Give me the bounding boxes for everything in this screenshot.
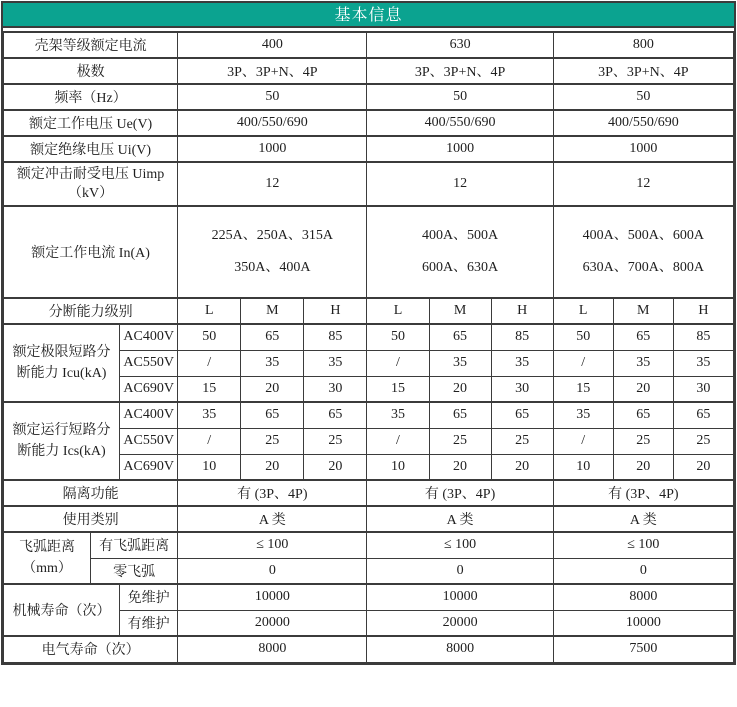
uimp-value: 12 — [553, 162, 733, 206]
frame-current-value: 400 — [178, 32, 367, 58]
mech-maint-value: 20000 — [178, 610, 367, 636]
elec-life-label: 电气寿命（次） — [4, 636, 178, 662]
icu-ac400v-value: 65 — [613, 324, 673, 350]
ics-label — [4, 402, 120, 480]
elec-life-value: 8000 — [367, 636, 553, 662]
arc-with-value: ≤ 100 — [553, 532, 733, 558]
ics-ac690v-value: 20 — [241, 454, 304, 480]
ics-ac550v-value: 25 — [304, 428, 367, 454]
frequency-value: 50 — [367, 84, 553, 110]
icu-ac550v-value: 35 — [429, 350, 491, 376]
ics-ac400v-value: 65 — [429, 402, 491, 428]
icu-ac690v-value: 30 — [673, 376, 733, 402]
icu-ac400v-value: 85 — [304, 324, 367, 350]
ics-ac400v-value: 35 — [553, 402, 613, 428]
table-row — [4, 136, 734, 162]
table-row — [4, 58, 734, 84]
icu-ac400v-sublabel: AC400V — [120, 324, 178, 350]
ics-ac550v-sublabel: AC550V — [120, 428, 178, 454]
ics-label-line2: 断能力 Ics(kA) — [17, 444, 106, 459]
ics-ac690v-value: 10 — [367, 454, 429, 480]
icu-ac690v-value: 15 — [178, 376, 241, 402]
mech-free-sublabel: 免维护 — [120, 584, 178, 610]
grade-label: 分断能力级别 — [4, 298, 178, 324]
ics-ac550v-value: 25 — [491, 428, 553, 454]
elec-life-value: 8000 — [178, 636, 367, 662]
ics-ac400v-value: 65 — [241, 402, 304, 428]
table-row — [4, 324, 734, 350]
icu-ac550v-value: / — [553, 350, 613, 376]
table-row — [4, 84, 734, 110]
icu-ac550v-value: / — [178, 350, 241, 376]
isolation-label: 隔离功能 — [4, 480, 178, 506]
usage-category-value: A 类 — [553, 506, 733, 532]
arc-zero-value: 0 — [178, 558, 367, 584]
mech-free-value: 10000 — [178, 584, 367, 610]
uimp-label-line2: （kV） — [68, 186, 114, 201]
icu-ac550v-value: 35 — [304, 350, 367, 376]
ue-value: 400/550/690 — [178, 110, 367, 136]
icu-ac550v-value: 35 — [613, 350, 673, 376]
grade-value: H — [673, 298, 733, 324]
ics-ac690v-value: 20 — [429, 454, 491, 480]
in-current-value-line2: 630A、700A、800A — [582, 260, 704, 275]
ics-ac550v-value: 25 — [429, 428, 491, 454]
poles-value: 3P、3P+N、4P — [367, 58, 553, 84]
ics-ac400v-value: 65 — [304, 402, 367, 428]
table-row — [4, 584, 734, 610]
table-row — [4, 206, 734, 298]
arc-distance-label — [4, 532, 91, 584]
table-row — [4, 402, 734, 428]
uimp-value: 12 — [367, 162, 553, 206]
frequency-label: 频率（Hz） — [4, 84, 178, 110]
ui-value: 1000 — [553, 136, 733, 162]
isolation-value: 有 (3P、4P) — [178, 480, 367, 506]
ics-ac400v-value: 65 — [673, 402, 733, 428]
icu-ac400v-value: 50 — [367, 324, 429, 350]
ics-ac550v-value: 25 — [613, 428, 673, 454]
in-current-label: 额定工作电流 In(A) — [4, 206, 178, 298]
ui-label: 额定绝缘电压 Ui(V) — [4, 136, 178, 162]
in-current-value — [553, 206, 733, 298]
icu-ac400v-value: 50 — [553, 324, 613, 350]
uimp-label-line1: 额定冲击耐受电压 Uimp — [16, 167, 165, 182]
spec-table — [3, 31, 734, 663]
ue-label: 额定工作电压 Ue(V) — [4, 110, 178, 136]
ics-ac690v-sublabel: AC690V — [120, 454, 178, 480]
arc-distance-label-line1: 飞弧距离 — [19, 540, 76, 555]
icu-label-line2: 断能力 Icu(kA) — [16, 366, 107, 381]
mech-life-label: 机械寿命（次） — [4, 584, 120, 636]
ics-ac690v-value: 10 — [553, 454, 613, 480]
in-current-value — [367, 206, 553, 298]
table-row — [4, 298, 734, 324]
ui-value: 1000 — [367, 136, 553, 162]
grade-value: M — [241, 298, 304, 324]
ics-ac690v-value: 20 — [304, 454, 367, 480]
poles-value: 3P、3P+N、4P — [178, 58, 367, 84]
ics-ac400v-value: 65 — [491, 402, 553, 428]
isolation-value: 有 (3P、4P) — [367, 480, 553, 506]
poles-value: 3P、3P+N、4P — [553, 58, 733, 84]
arc-with-sublabel: 有飞弧距离 — [91, 532, 178, 558]
ics-ac690v-value: 20 — [613, 454, 673, 480]
icu-ac690v-value: 20 — [613, 376, 673, 402]
uimp-value: 12 — [178, 162, 367, 206]
icu-ac690v-value: 30 — [304, 376, 367, 402]
grade-value: H — [304, 298, 367, 324]
ics-ac400v-value: 35 — [367, 402, 429, 428]
icu-ac690v-value: 15 — [553, 376, 613, 402]
mech-free-value: 10000 — [367, 584, 553, 610]
ue-value: 400/550/690 — [367, 110, 553, 136]
usage-category-value: A 类 — [367, 506, 553, 532]
frame-current-value: 800 — [553, 32, 733, 58]
mech-maint-sublabel: 有维护 — [120, 610, 178, 636]
icu-ac550v-sublabel: AC550V — [120, 350, 178, 376]
icu-label-line1: 额定极限短路分 — [12, 345, 111, 360]
frame-current-label: 壳架等级额定电流 — [4, 32, 178, 58]
frame-current-value: 630 — [367, 32, 553, 58]
icu-ac550v-value: 35 — [491, 350, 553, 376]
arc-distance-label-line2: （mm） — [22, 561, 72, 576]
ics-ac550v-value: 25 — [241, 428, 304, 454]
in-current-value-line1: 225A、250A、315A — [211, 228, 333, 243]
usage-category-value: A 类 — [178, 506, 367, 532]
ics-ac550v-value: 25 — [673, 428, 733, 454]
elec-life-value: 7500 — [553, 636, 733, 662]
icu-ac400v-value: 65 — [429, 324, 491, 350]
grade-value: M — [429, 298, 491, 324]
icu-ac400v-value: 50 — [178, 324, 241, 350]
icu-ac690v-sublabel: AC690V — [120, 376, 178, 402]
icu-ac690v-value: 20 — [241, 376, 304, 402]
ics-ac550v-value: / — [178, 428, 241, 454]
ics-ac690v-value: 20 — [673, 454, 733, 480]
icu-ac550v-value: 35 — [241, 350, 304, 376]
in-current-value-line2: 350A、400A — [234, 260, 311, 275]
arc-with-value: ≤ 100 — [367, 532, 553, 558]
ics-ac400v-value: 65 — [613, 402, 673, 428]
table-row — [4, 32, 734, 58]
grade-value: M — [613, 298, 673, 324]
table-row — [4, 110, 734, 136]
table-title: 基本信息 — [3, 3, 734, 28]
arc-zero-value: 0 — [553, 558, 733, 584]
in-current-value-line1: 400A、500A — [421, 228, 499, 243]
icu-ac400v-value: 85 — [673, 324, 733, 350]
ics-ac400v-value: 35 — [178, 402, 241, 428]
poles-label: 极数 — [4, 58, 178, 84]
spec-sheet — [1, 1, 736, 665]
table-row — [4, 480, 734, 506]
arc-zero-sublabel: 零飞弧 — [91, 558, 178, 584]
in-current-value — [178, 206, 367, 298]
grade-value: L — [367, 298, 429, 324]
grade-value: H — [491, 298, 553, 324]
ics-label-line1: 额定运行短路分 — [12, 423, 111, 438]
arc-zero-value: 0 — [367, 558, 553, 584]
ics-ac550v-value: / — [367, 428, 429, 454]
arc-with-value: ≤ 100 — [178, 532, 367, 558]
table-row — [4, 636, 734, 662]
icu-ac690v-value: 30 — [491, 376, 553, 402]
ics-ac400v-sublabel: AC400V — [120, 402, 178, 428]
ics-ac690v-value: 10 — [178, 454, 241, 480]
table-row — [4, 162, 734, 206]
icu-ac690v-value: 20 — [429, 376, 491, 402]
in-current-value-line1: 400A、500A、600A — [582, 228, 704, 243]
ui-value: 1000 — [178, 136, 367, 162]
isolation-value: 有 (3P、4P) — [553, 480, 733, 506]
ue-value: 400/550/690 — [553, 110, 733, 136]
frequency-value: 50 — [178, 84, 367, 110]
grade-value: L — [553, 298, 613, 324]
usage-category-label: 使用类别 — [4, 506, 178, 532]
mech-maint-value: 10000 — [553, 610, 733, 636]
table-row — [4, 558, 734, 584]
grade-value: L — [178, 298, 241, 324]
icu-ac550v-value: 35 — [673, 350, 733, 376]
icu-ac400v-value: 85 — [491, 324, 553, 350]
mech-maint-value: 20000 — [367, 610, 553, 636]
table-row — [4, 532, 734, 558]
frequency-value: 50 — [553, 84, 733, 110]
ics-ac550v-value: / — [553, 428, 613, 454]
uimp-label — [4, 162, 178, 206]
table-row — [4, 506, 734, 532]
in-current-value-line2: 600A、630A — [421, 260, 499, 275]
icu-ac690v-value: 15 — [367, 376, 429, 402]
icu-ac550v-value: / — [367, 350, 429, 376]
ics-ac690v-value: 20 — [491, 454, 553, 480]
icu-ac400v-value: 65 — [241, 324, 304, 350]
mech-free-value: 8000 — [553, 584, 733, 610]
icu-label — [4, 324, 120, 402]
